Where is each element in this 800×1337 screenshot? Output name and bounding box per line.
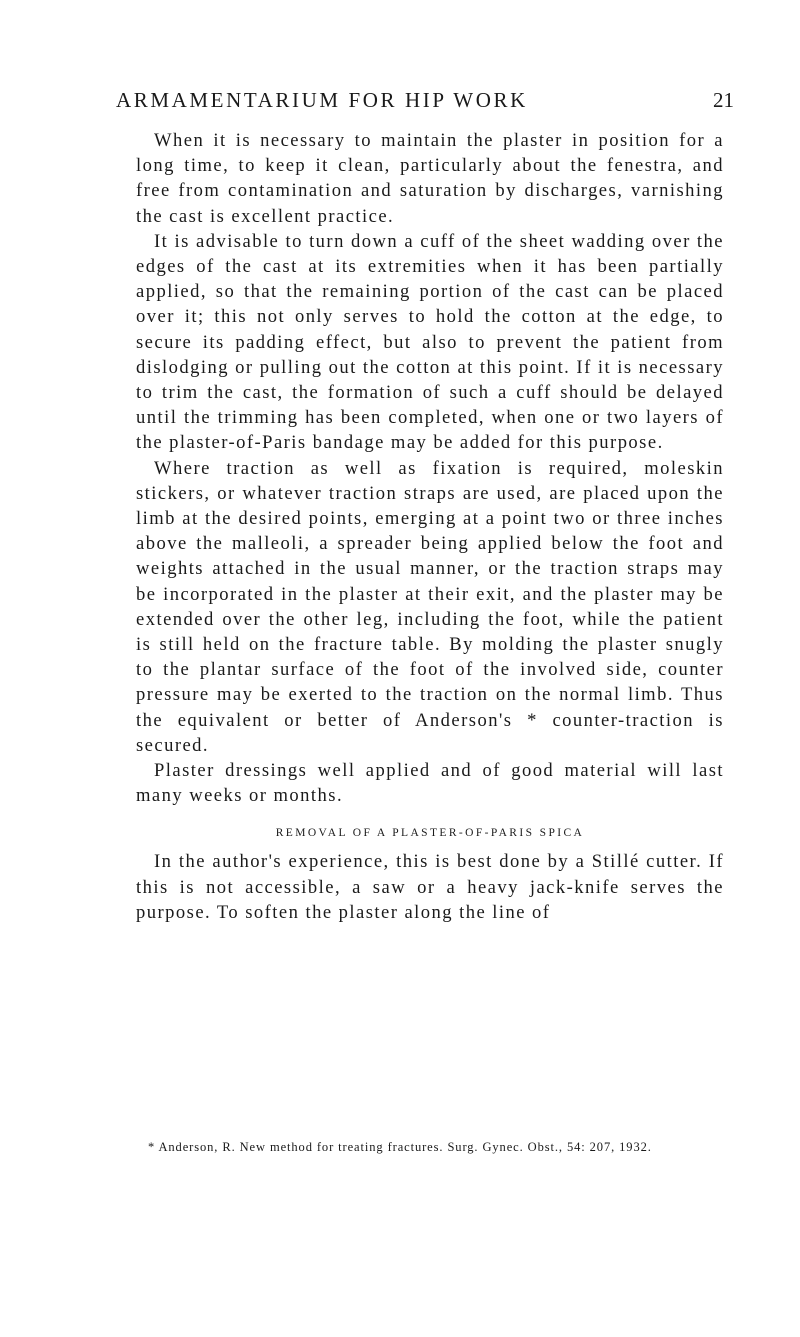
running-title: ARMAMENTARIUM FOR HIP WORK (116, 88, 528, 112)
page-number: 21 (713, 88, 734, 112)
footnote: * Anderson, R. New method for treating fractures. Surg. Gynec. Obst., 54: 207, 1932. (148, 1140, 652, 1154)
paragraph-removal: In the author's experience, this is best done by a Stillé cutter. If this is not accessible, a saw or a heavy jack-knife serves the purpose. To soften the plaster along the line of (136, 851, 724, 923)
paragraph-cuff: It is advisable to turn down a cuff of the sheet wadding over the edges of the cast at its extremities when it has been partially applied, so that the remaining portion of the cast can be placed over it; this not only serves to hold the cotton at the edge, to secure its padding effect, but also to prevent the patient from dislodging or pulling out the cotton at this point. If it is necessary to trim the cast, the formation of such a cuff should be delayed until the trimming has been completed, when one or two layers of the plaster-of-Paris bandage may be added for this purpose. (136, 230, 724, 454)
paragraph-varnishing: When it is necessary to maintain the plaster in position for a long time, to keep it clean, particularly about the fenestra, and free from contamination and saturation by discharges, varnishing the cast is excellent practice. (136, 130, 724, 227)
paragraph-durability: Plaster dressings well applied and of good material will last many weeks or months. (136, 760, 724, 807)
running-head (116, 88, 734, 122)
section-heading: REMOVAL OF A PLASTER-OF-PARIS SPICA (275, 827, 585, 840)
paragraph-traction: Where traction as well as fixation is required, moleskin stickers, or whatever traction straps are used, are placed upon the limb at the desired points, emerging at a point two or three inches above the malleoli, a spreader being applied below the foot and weights attached in the usual manner, or the traction straps may be incorporated in the plaster at their exit, and the plaster may be extended over the other leg, including the foot, while the patient is still held on the fracture table. By molding the plaster snugly to the plantar surface of the foot of the involved side, counter pressure may be exerted to the traction on the normal limb. Thus the equivalent or better of Anderson's * counter-traction is secured. (136, 457, 724, 756)
text-column (136, 128, 724, 925)
